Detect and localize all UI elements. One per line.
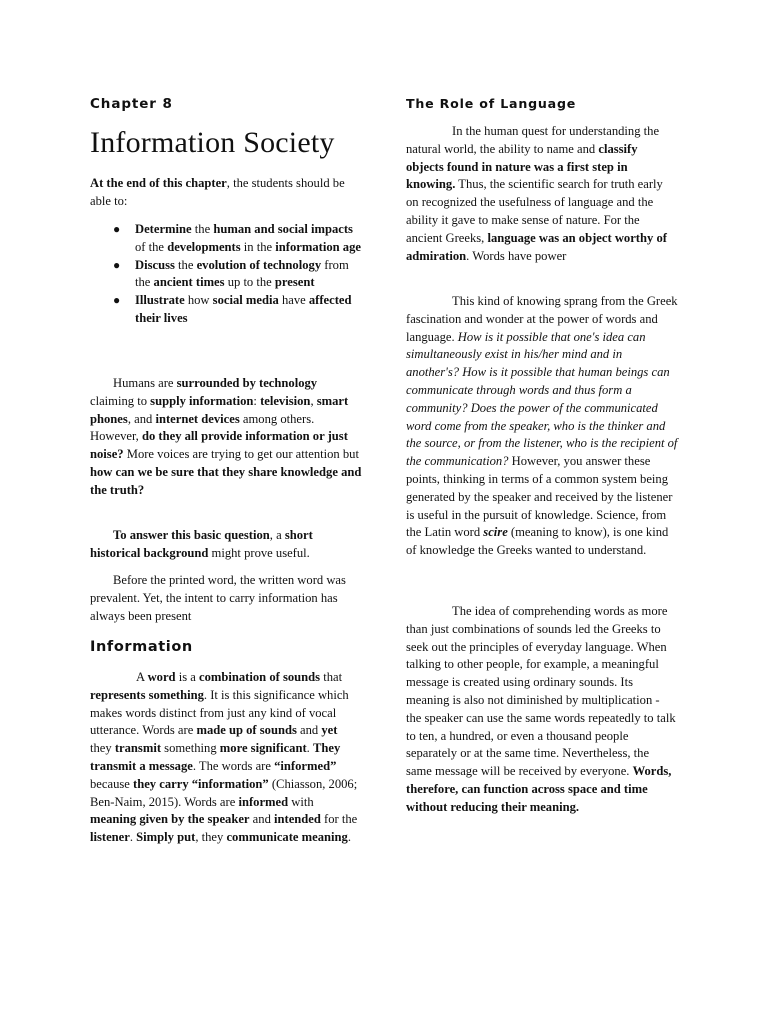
body-text: . xyxy=(306,741,313,756)
body-text: and xyxy=(249,812,275,827)
body-text: something xyxy=(161,741,220,756)
emphasis-text: human and social impacts xyxy=(213,222,353,236)
body-text: : xyxy=(253,393,261,408)
emphasis-text: represents something xyxy=(90,687,204,702)
body-text: claiming to xyxy=(90,393,151,408)
emphasis-text: ancient times xyxy=(153,275,225,290)
emphasis-text: transmit xyxy=(114,741,162,756)
paragraph-written-word xyxy=(90,572,362,625)
objectives-intro-bold: At the end of this chapter xyxy=(90,176,227,190)
body-text: they xyxy=(90,741,115,756)
objectives-list xyxy=(90,221,362,328)
emphasis-text: Words, therefore, can function across space and time without reducing their meaning. xyxy=(406,764,672,814)
emphasis-text: surrounded by technology xyxy=(176,376,318,390)
body-text: , a xyxy=(269,528,285,542)
emphasis-text: Determine xyxy=(135,222,192,236)
emphasis-text: made up of sounds xyxy=(196,723,297,738)
objectives-intro xyxy=(90,175,362,211)
emphasis-text: yet xyxy=(321,723,338,738)
emphasis-text: scire xyxy=(483,525,508,540)
emphasis-text: classify objects found in nature was a first step in knowing. xyxy=(406,141,638,192)
emphasis-text: short historical background xyxy=(90,528,313,560)
body-text: , they xyxy=(195,830,227,845)
bullet-icon: ● xyxy=(113,293,121,308)
body-text: The idea of comprehending words as more than just combinations of sounds led the Greeks to seek out the principles of everyday language. When talking to other people, for example, a meaningful message is created using ordinary sounds. Its meaning is also not diminished by multiplication - the speaker can use the same words repeatedly to talk to ten, a hundred, or even a thousand people separately or at the same time. Nevertheless, the same message will be received by everyone. xyxy=(406,604,676,779)
body-text: More voices are trying to get our attention but xyxy=(123,447,359,462)
emphasis-text: intended xyxy=(274,812,321,827)
paragraph-comprehending-words xyxy=(406,603,678,817)
emphasis-text: smart phones xyxy=(90,393,349,426)
body-text: However, you answer these points, thinking in terms of a common system being generated by the speaker and received by the listener is useful in the pursuit of knowledge. Science, from the Latin word xyxy=(406,454,673,540)
body-text: A xyxy=(136,670,148,684)
objective-text xyxy=(135,258,349,290)
emphasis-text: communicate meaning xyxy=(226,830,348,845)
emphasis-text: “informed” xyxy=(274,758,337,773)
body-text: how xyxy=(184,293,213,308)
emphasis-text: Simply put xyxy=(136,830,196,845)
body-text: (meaning to know), is one kind of knowledge the Greeks wanted to understand. xyxy=(406,525,669,558)
page-title: Information Society xyxy=(90,126,335,159)
objective-item xyxy=(90,257,362,293)
body-text: is a xyxy=(175,670,199,684)
emphasis-text: Illustrate xyxy=(135,293,185,308)
objective-text xyxy=(135,293,352,325)
emphasis-text: To answer this basic question xyxy=(113,528,270,542)
emphasis-text: developments xyxy=(167,239,241,254)
emphasis-text: supply information xyxy=(150,393,254,408)
paragraph-greek-fascination xyxy=(406,293,678,560)
body-text: from the xyxy=(135,257,349,290)
body-text: , xyxy=(310,393,317,408)
body-text: because xyxy=(90,776,134,791)
paragraph-question xyxy=(90,527,362,563)
emphasis-text: affected their lives xyxy=(135,293,352,325)
emphasis-text: they carry “information” xyxy=(133,776,269,791)
body-text: the xyxy=(191,222,214,236)
objective-item xyxy=(90,292,362,328)
chapter-label: Chapter 8 xyxy=(90,96,173,112)
section-heading-information: Information xyxy=(90,639,193,655)
emphasis-text: listener xyxy=(90,830,130,845)
objective-item xyxy=(90,221,362,257)
emphasis-text: television xyxy=(260,393,311,408)
emphasis-text: meaning given by the speaker xyxy=(90,812,250,827)
body-text: , and xyxy=(127,411,156,426)
body-text: have xyxy=(278,293,309,308)
emphasis-text: How is it possible that one's idea can simultaneously exist in his/her mind and in another's? How is it possible that human beings can communicate through words and thus form a community? Does the power of the communicated word come from the speaker, who is the thinker and the source, or from the listener, who is the recipient of the communication? xyxy=(406,329,678,469)
emphasis-text: They transmit a message xyxy=(90,741,341,773)
paragraph-technology xyxy=(90,375,362,500)
paragraph-human-quest xyxy=(406,123,678,265)
body-text: . It is this significance which makes words distinct from just any kind of vocal utterance. Words are xyxy=(90,687,349,738)
emphasis-text: present xyxy=(274,275,315,290)
body-text: and xyxy=(296,723,322,738)
bullet-icon: ● xyxy=(113,222,121,236)
body-text: for the xyxy=(320,812,358,827)
body-text: Before the printed word, the written word was prevalent. Yet, the intent to carry information has always been present xyxy=(90,573,346,623)
body-text: among others. However, xyxy=(90,411,315,444)
emphasis-text: combination of sounds xyxy=(199,670,321,684)
body-text: that xyxy=(320,670,343,684)
body-text: . The words are xyxy=(192,758,275,773)
body-text: might prove useful. xyxy=(208,545,310,560)
body-text: with xyxy=(288,794,314,809)
emphasis-text: evolution of technology xyxy=(196,257,322,272)
body-text: Humans are xyxy=(113,376,177,390)
body-text: Thus, the scientific search for truth early on recognized the usefulness of language and the ability it gave to make sense of nature. For the ancient Greeks, xyxy=(406,177,663,245)
emphasis-text: information age xyxy=(275,239,361,254)
section-heading-role-of-language: The Role of Language xyxy=(406,96,577,111)
emphasis-text: language was an object worthy of admiration xyxy=(406,230,667,263)
emphasis-text: how can we be sure that they share knowledge and the truth? xyxy=(90,464,362,497)
body-text: up to the xyxy=(224,275,275,290)
emphasis-text: word xyxy=(147,670,176,684)
emphasis-text: internet devices xyxy=(155,411,240,426)
emphasis-text: informed xyxy=(238,794,289,809)
body-text: the xyxy=(174,257,197,272)
emphasis-text: more significant xyxy=(219,741,307,756)
body-text: . xyxy=(129,830,137,845)
body-text: In the human quest for understanding the natural world, the ability to name and xyxy=(406,124,660,156)
bullet-icon: ● xyxy=(113,257,121,272)
emphasis-text: social media xyxy=(212,293,279,308)
objectives-intro-rest: , the students should be able to: xyxy=(90,176,345,208)
body-text: This kind of knowing sprang from the Greek fascination and wonder at the power of words and language. xyxy=(406,294,678,344)
body-text: of the xyxy=(135,239,168,254)
emphasis-text: do they all provide information or just noise? xyxy=(90,429,348,462)
body-text: . xyxy=(347,830,351,845)
body-text: in the xyxy=(240,239,276,254)
paragraph-information xyxy=(90,669,362,847)
emphasis-text: Discuss xyxy=(135,257,175,272)
body-text: . Words have power xyxy=(466,248,567,263)
objective-text xyxy=(135,222,361,254)
body-text: (Chiasson, 2006; Ben-Naim, 2015). Words are xyxy=(90,776,358,809)
